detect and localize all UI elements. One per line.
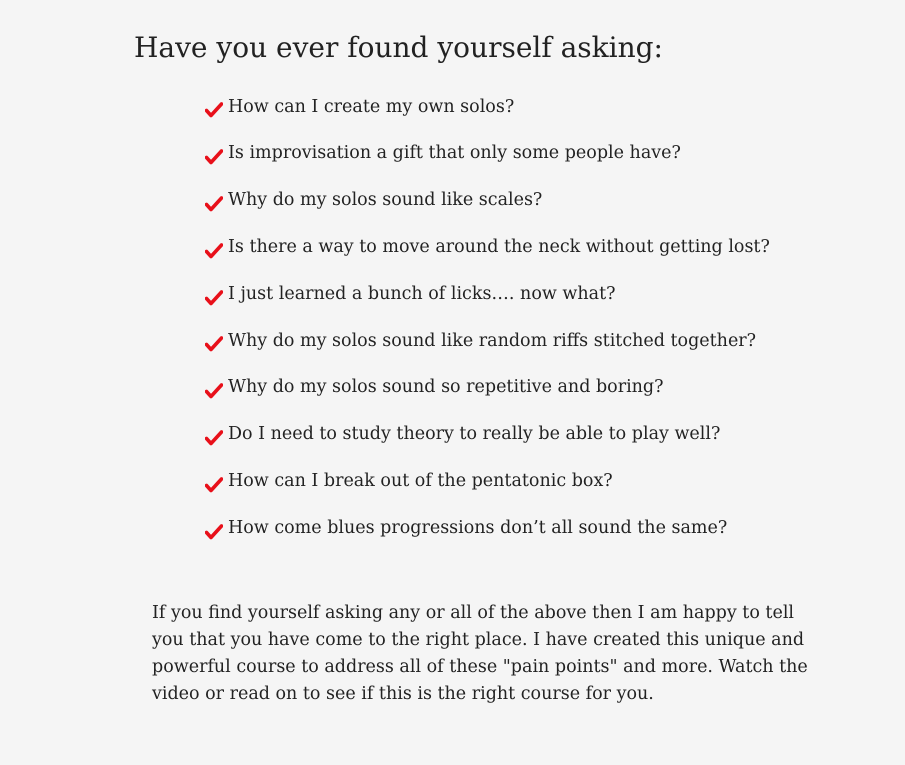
- checkmark-icon: [205, 290, 223, 306]
- list-item: [205, 505, 770, 552]
- list-item: [205, 365, 770, 412]
- question-text: Is improvisation a gift that only some people have?: [228, 143, 681, 164]
- question-list: [205, 84, 770, 552]
- question-text: Do I need to study theory to really be able to play well?: [228, 424, 721, 445]
- list-item: [205, 178, 770, 225]
- list-item: [205, 224, 770, 271]
- checkmark-icon: [205, 430, 223, 446]
- question-text: Is there a way to move around the neck without getting lost?: [228, 237, 770, 258]
- checkmark-icon: [205, 243, 223, 259]
- question-text: Why do my solos sound like scales?: [228, 190, 543, 211]
- question-text: How come blues progressions don’t all sound the same?: [228, 517, 728, 538]
- checkmark-icon: [205, 477, 223, 493]
- list-item: [205, 271, 770, 318]
- question-text: How can I create my own solos?: [228, 96, 515, 117]
- checkmark-icon: [205, 524, 223, 540]
- checkmark-icon: [205, 149, 223, 165]
- checkmark-icon: [205, 383, 223, 399]
- intro-paragraph: If you find yourself asking any or all of the above then I am happy to tell you that you have come to the right place. I have created this unique and powerful course to address all of these "pain points" and more. Watch the video or read on to see if this is the right course for you.: [152, 603, 808, 704]
- question-text: Why do my solos sound like random riffs stitched together?: [228, 330, 757, 351]
- checkmark-icon: [205, 102, 223, 118]
- list-item: [205, 412, 770, 459]
- page-heading: Have you ever found yourself asking:: [134, 31, 663, 64]
- list-item: [205, 131, 770, 178]
- question-text: I just learned a bunch of licks…. now what?: [228, 283, 616, 304]
- checkmark-icon: [205, 196, 223, 212]
- question-text: How can I break out of the pentatonic box?: [228, 471, 613, 492]
- list-item: [205, 84, 770, 131]
- list-item: [205, 318, 770, 365]
- question-text: Why do my solos sound so repetitive and boring?: [228, 377, 664, 398]
- list-item: [205, 458, 770, 505]
- checkmark-icon: [205, 336, 223, 352]
